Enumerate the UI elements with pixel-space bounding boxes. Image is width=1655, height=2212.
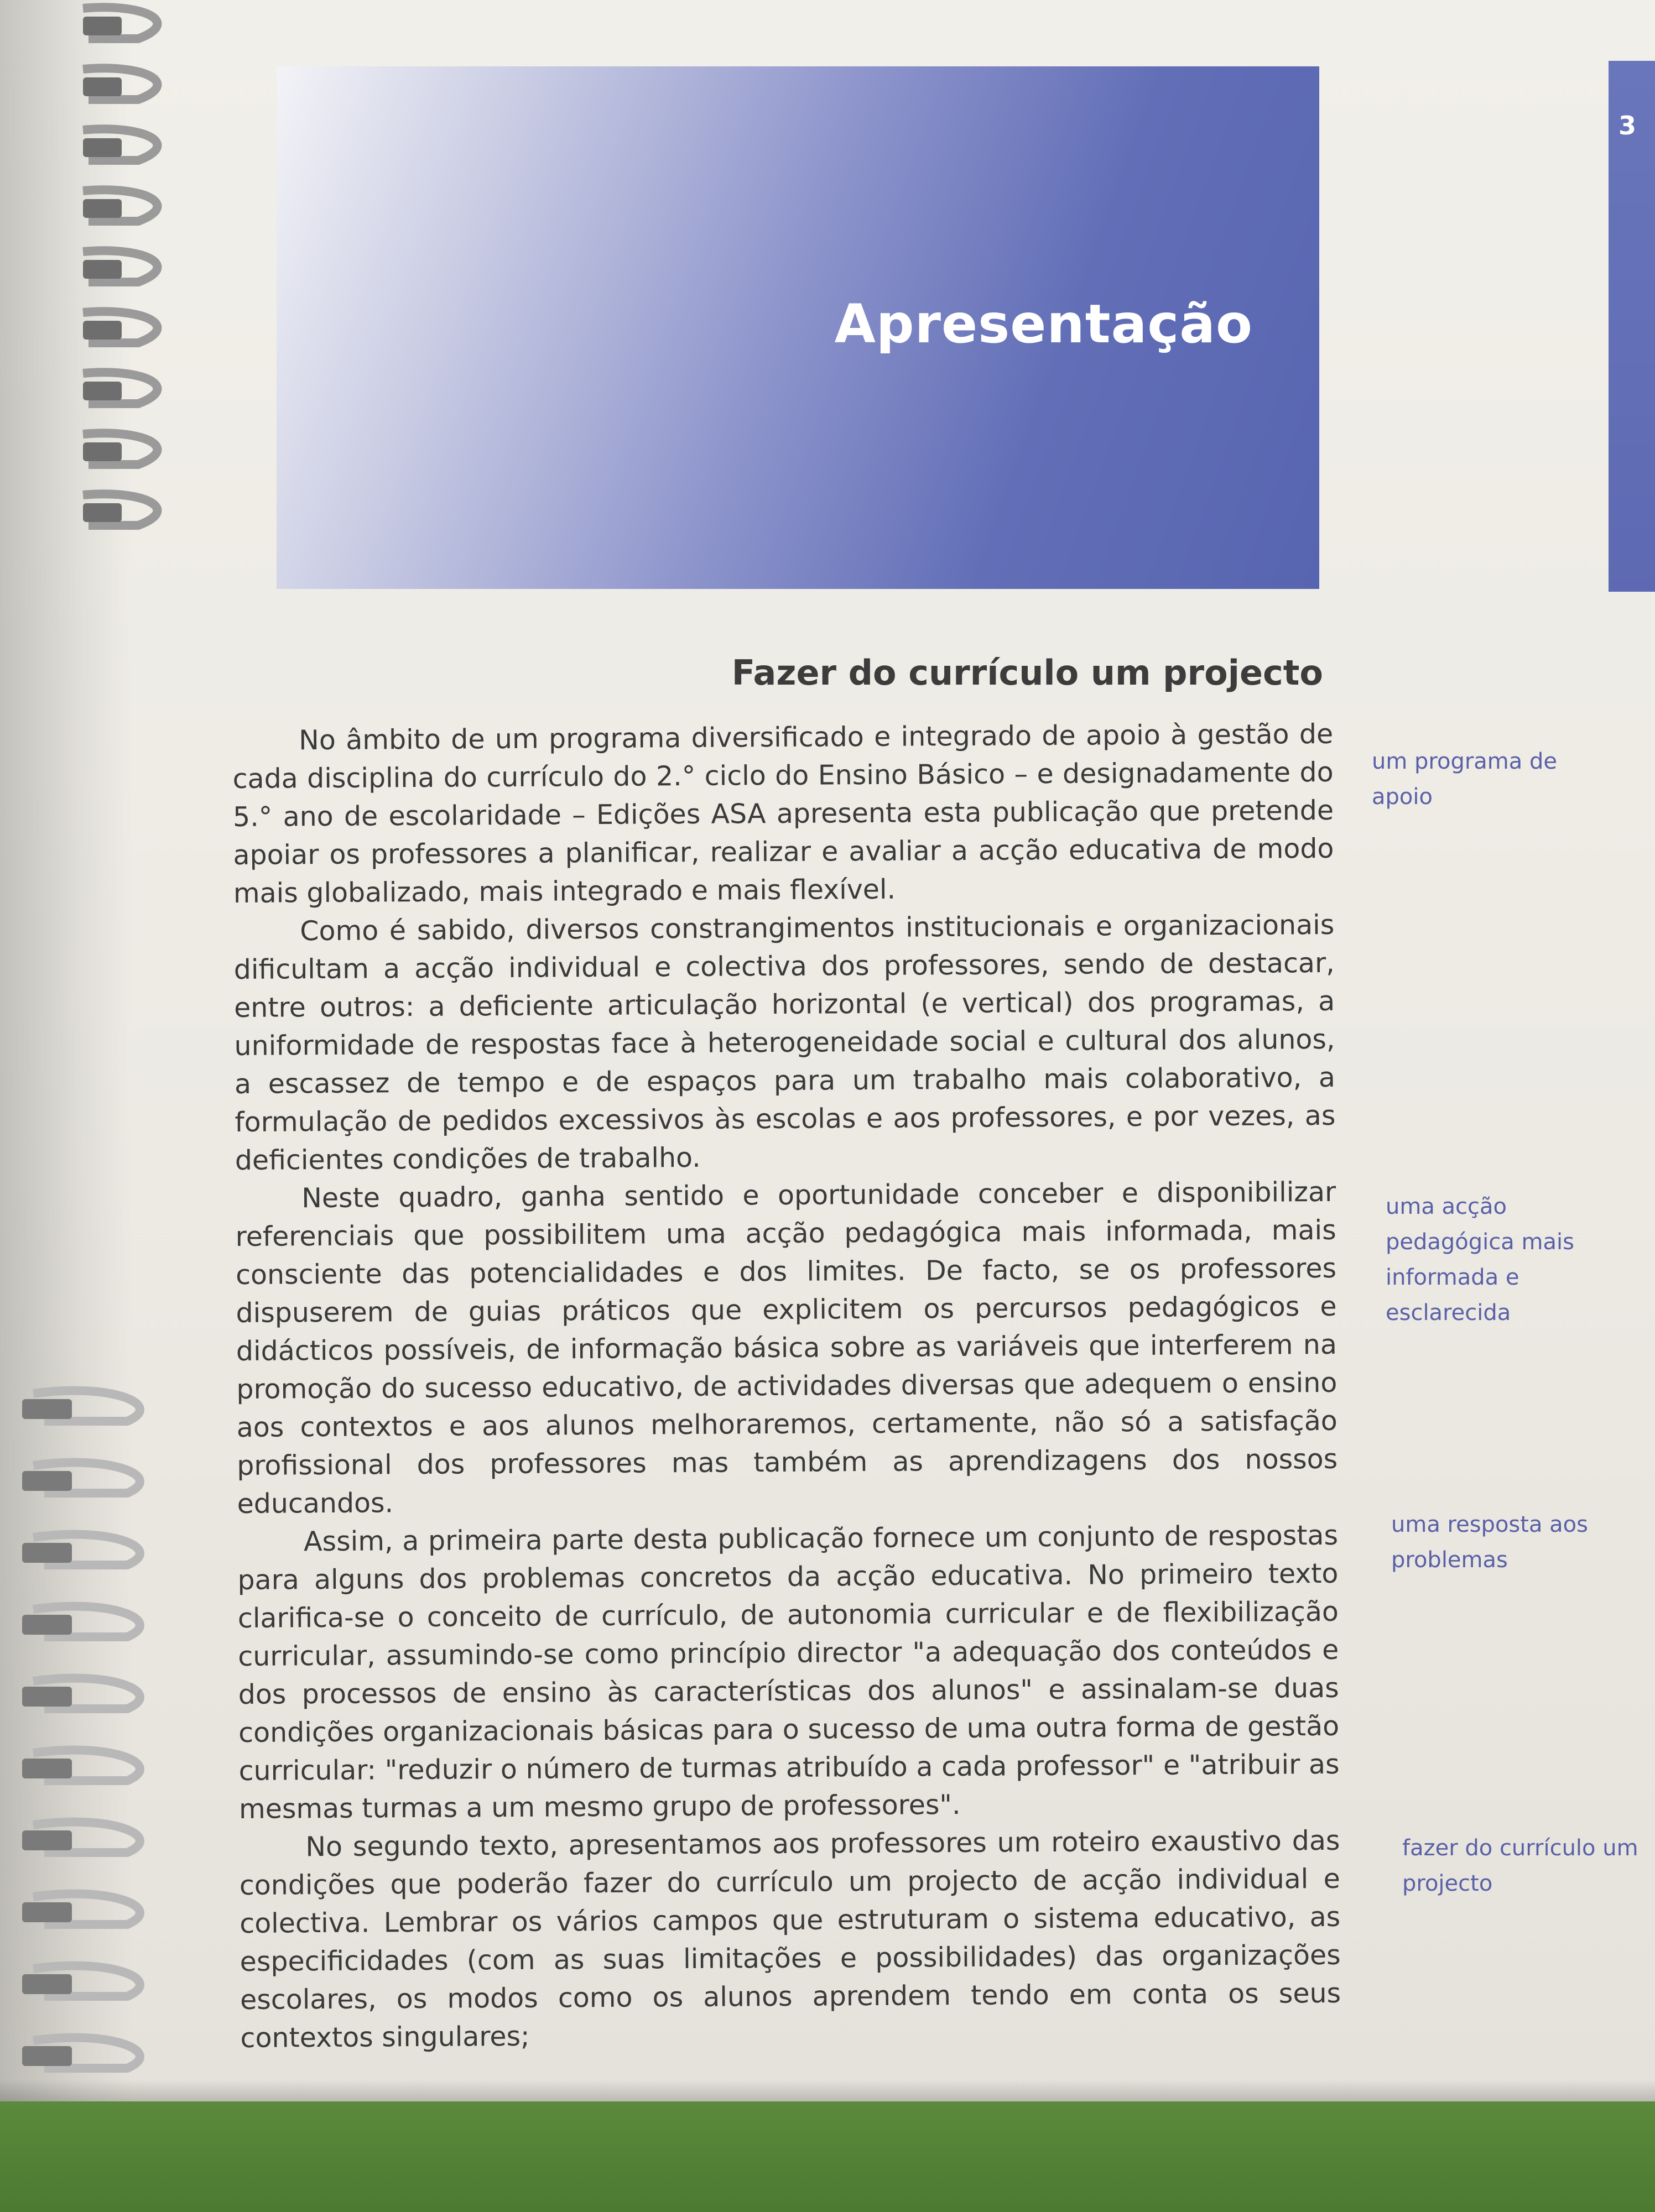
- sidenote: uma acção pedagógica mais informada e esclarecida: [1386, 1194, 1574, 1326]
- sidenote: fazer do currículo um projecto: [1402, 1835, 1638, 1896]
- paragraph: No âmbito de um programa diversificado e integrado de apoio à gestão de cada disciplina do currículo do 2.° ciclo do Ensino Básico – e designadamente do 5.° ano de escolaridade – Edições ASA apresenta esta publicação que pretende apoiar os professores a planificar, realizar e avaliar a acção educativa de modo mais globalizado, mais integrado e mais flexível.: [232, 718, 1334, 909]
- body-text: [232, 715, 1341, 2057]
- paragraph: Assim, a primeira parte desta publicação fornece um conjunto de respostas para alguns dos problemas concretos da acção educativa. No primeiro texto clarifica-se o conceito de currículo, de autonomia curricular e de flexibilização curricular, assumindo-se como princípio director "a adequação dos conteúdos e dos processos de ensino às características dos alunos" e assinalam-se duas condições organizacionais básicas para o sucesso de uma outra forma de gestão curricular: "reduzir o número de turmas atribuído a cada professor" e "atribuir as mesmas turmas a um mesmo grupo de professores".: [237, 1519, 1340, 1825]
- spiral-binding-top: [0, 0, 183, 553]
- paragraph: No segundo texto, apresentamos aos professores um roteiro exaustivo das condições que poderão fazer do currículo um projecto de acção individual e colectiva. Lembrar os vários campos que estruturam o sistema educativo, as especificidades (com as suas limitações e possibilidades) das organizações escolares, os modos como os alunos aprendem tendo em conta os seus contextos singulares;: [239, 1824, 1341, 2054]
- paragraph: Como é sabido, diversos constrangimentos institucionais e organizacionais dificultam a acção individual e colectiva dos professores, sendo de destacar, entre outros: a deficiente articulação horizontal (e vertical) dos programas, a uniformidade de respostas face à heterogeneidade social e cultural dos alunos, a escassez de tempo e de espaços para um trabalho mais colaborativo, a formulação de pedidos excessivos às escolas e aos professores, e por vezes, as deficientes condições de trabalho.: [233, 909, 1336, 1176]
- paragraph: Neste quadro, ganha sentido e oportunidade conceber e disponibilizar referenciais que possibilitem uma acção pedagógica mais informada, mais consciente das potencialidades e dos limites. De facto, se os professores dispuserem de guias práticos que explicitem os percursos pedagógicos e didácticos possíveis, de informação básica sobre as variáveis que interferem na promoção do sucesso educativo, de actividades diversas que adequem o ensino aos contextos e aos alunos melhoraremos, certamente, não só a satisfação profissional dos professores mas também as aprendizagens dos nossos educandos.: [235, 1176, 1338, 1520]
- section-title: Fazer do currículo um projecto: [731, 653, 1323, 693]
- spiral-binding-bottom: [0, 1383, 183, 2101]
- next-page-tab: [1609, 61, 1655, 592]
- table-surface: [0, 2101, 1655, 2212]
- sidenote: um programa de apoio: [1372, 749, 1557, 810]
- page-edge-shadow: [0, 2079, 1655, 2101]
- page-title: Apresentação: [834, 293, 1253, 355]
- sidenote: uma resposta aos problemas: [1391, 1512, 1588, 1573]
- page-number: 3: [1618, 111, 1637, 140]
- header-banner: [277, 66, 1319, 589]
